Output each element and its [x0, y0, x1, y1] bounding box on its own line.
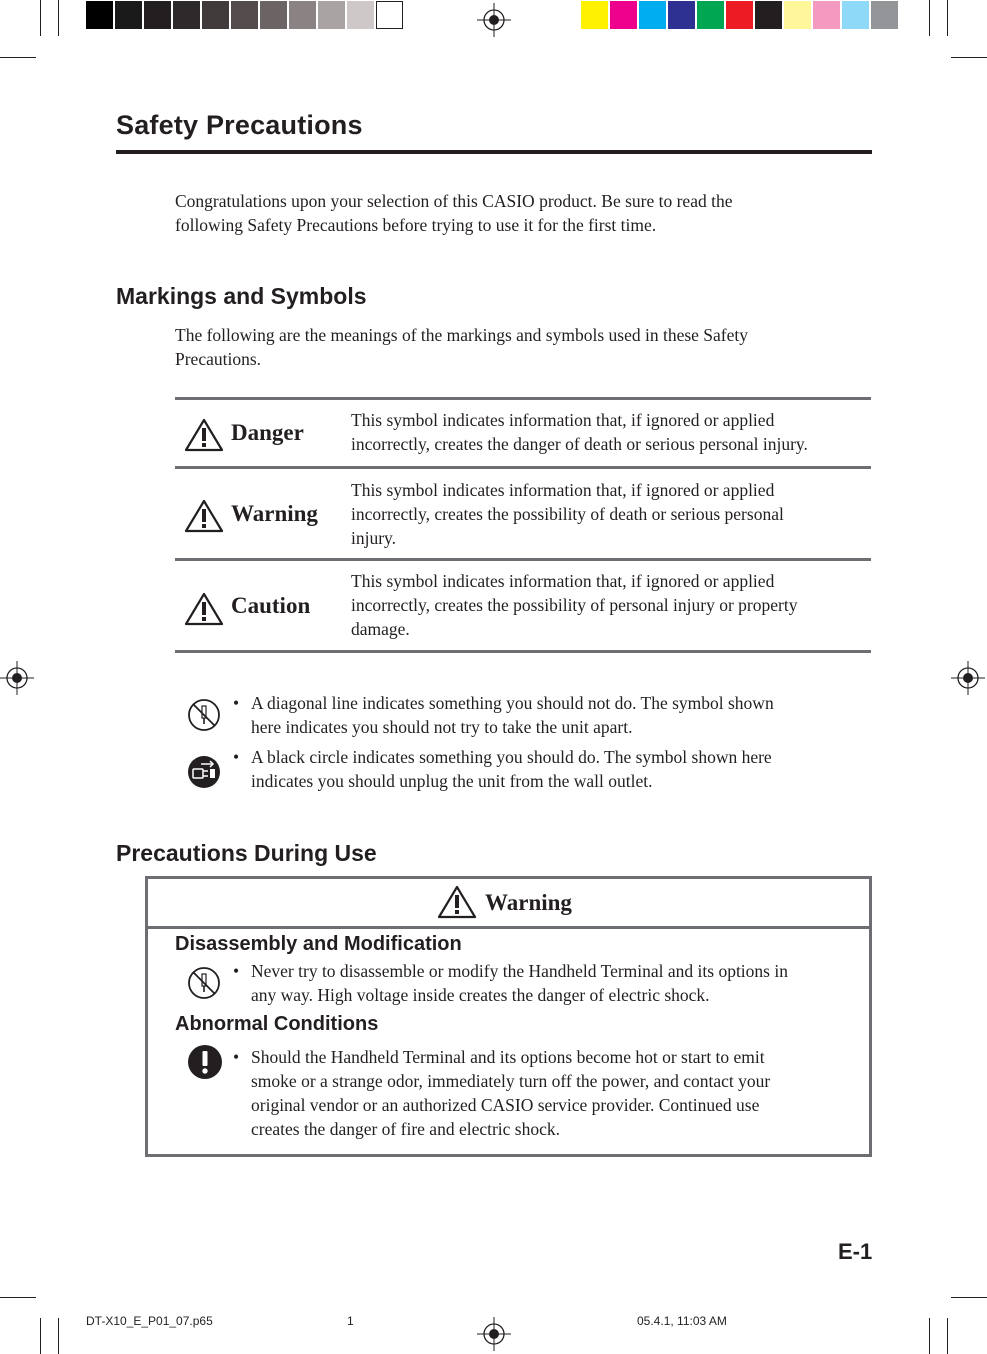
page-number: E-1	[838, 1239, 873, 1264]
footer-page: 1	[347, 1314, 354, 1328]
danger-description: This symbol indicates information that, if ignored or applied incorrectly, creates the danger of death or serious personal injury.	[351, 410, 808, 454]
no-disassembly-icon	[187, 966, 221, 1000]
grayscale-bar	[86, 0, 406, 30]
registration-mark-icon	[477, 1317, 511, 1351]
precautions-heading: Precautions During Use	[116, 840, 377, 866]
bullet-item: • Should the Handheld Terminal and its options become hot or start to emit smoke or a strange odor, immediately turn off the power, and contact your original vendor or an authorized CASIO service provider. Continued use creates the danger of fire and electric shock.	[233, 1047, 771, 1139]
warning-triangle-icon	[437, 885, 477, 919]
color-bar	[581, 0, 901, 30]
table-rule	[175, 397, 871, 400]
table-rule	[175, 558, 871, 561]
table-rule	[175, 650, 871, 653]
warning-description: This symbol indicates information that, if ignored or applied incorrectly, creates the possibility of death or serious personal injury.	[351, 480, 784, 548]
registration-mark-icon	[477, 3, 511, 37]
intro-text: Congratulations upon your selection of this CASIO product. Be sure to read the following Safety Precautions before trying to use it for the first time.	[175, 191, 733, 235]
bullet-item: • A black circle indicates something you should do. The symbol shown here indicates you should unplug the unit from the wall outlet.	[233, 747, 772, 791]
footer-file: DT-X10_E_P01_07.p65	[86, 1314, 213, 1328]
caution-label: Caution	[231, 593, 311, 618]
table-rule	[175, 466, 871, 469]
warning-box-title: Warning	[485, 890, 572, 915]
exclamation-circle-icon	[187, 1044, 223, 1080]
footer-date: 05.4.1, 11:03 AM	[637, 1314, 727, 1328]
markings-heading: Markings and Symbols	[116, 283, 367, 309]
markings-intro: The following are the meanings of the markings and symbols used in these Safety Precautions.	[175, 325, 748, 369]
registration-mark-icon	[951, 661, 985, 695]
page-title: Safety Precautions	[116, 110, 363, 140]
bullet-item: • A diagonal line indicates something you should not do. The symbol shown here indicates you should not try to take the unit apart.	[233, 693, 774, 737]
warning-triangle-icon	[184, 592, 224, 626]
bullet-item: • Never try to disassemble or modify the Handheld Terminal and its options in any way. High voltage inside creates the danger of electric shock.	[233, 961, 788, 1005]
section-heading: Disassembly and Modification	[175, 933, 462, 955]
title-underline	[116, 150, 872, 154]
warning-triangle-icon	[184, 418, 224, 452]
registration-mark-icon	[0, 661, 34, 695]
caution-description: This symbol indicates information that, if ignored or applied incorrectly, creates the possibility of personal injury or property damage.	[351, 571, 798, 639]
section-heading: Abnormal Conditions	[175, 1013, 379, 1035]
warning-label: Warning	[231, 501, 318, 526]
warning-triangle-icon	[184, 499, 224, 533]
danger-label: Danger	[231, 420, 304, 445]
no-disassembly-icon	[187, 698, 221, 732]
unplug-icon	[187, 755, 221, 789]
